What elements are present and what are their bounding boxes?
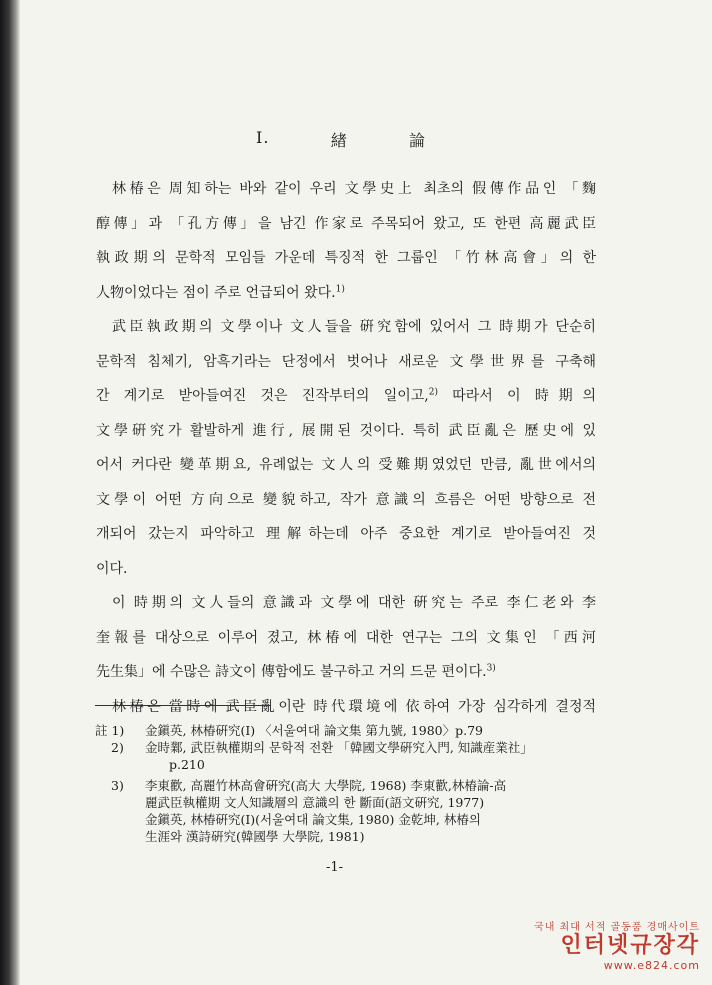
footnote-text: 金時鄴, 武臣執權期의 문학적 전환 「韓國文學硏究入門, 知識産業社」 <box>145 740 533 755</box>
body-line: 개되어 갔는지 파악하고 理解하는데 아주 중요한 계기로 받아들여진 것 <box>96 526 596 542</box>
section-title <box>256 128 426 151</box>
body-line: 林椿은 周知하는 바와 같이 우리 文學史上 최초의 假傳作品인 「麴 <box>112 181 596 197</box>
footnote-divider <box>95 705 270 706</box>
footnote-ref-1: 1) <box>335 283 345 294</box>
watermark-brand: 인터넷규장각 <box>560 933 700 958</box>
body-line: 문학적 침체기, 암흑기라는 단정에서 벗어나 새로운 文學世界를 구축해 <box>96 353 596 370</box>
footnote-text: 金鎭英, 林椿硏究(Ⅰ)(서울여대 論文集, 1980) 金乾坤, 林椿의 <box>145 812 481 827</box>
footnote-mark: 註 1) <box>95 723 125 738</box>
body-line: 執政期의 문학적 모임들 가운데 특징적 한 그룹인 「竹林高會」의 한 <box>96 250 596 266</box>
footnote-text: 生涯와 漢詩硏究(韓國學 大學院, 1981) <box>145 829 365 844</box>
body-line: 人物이었다는 점이 주로 언급되어 왔다.$^{1)}$ <box>96 283 345 301</box>
body-line: 간 계기로 받아들여진 것은 진작부터의 일이고,$^{2)}$ 따라서 이 時期의 <box>96 387 596 404</box>
body-line: 어서 커다란 變革期요, 유례없는 文人의 受難期였었던 만큼, 亂世에서의 <box>96 457 596 473</box>
section-title-char-1: 緖 <box>330 131 348 150</box>
body-line: 文學이 어떤 方向으로 變貌하고, 작가 意識의 흐름은 어떤 방향으로 전 <box>96 491 596 508</box>
site-watermark <box>534 918 700 972</box>
body-line: 武臣執政期의 文學이나 文人들을 硏究함에 있어서 그 時期가 단순히 <box>112 319 596 335</box>
footnote-mark: 2) <box>111 740 124 755</box>
footnote-mark: 3) <box>111 778 124 793</box>
body-line: 先生集」에 수많은 詩文이 傳함에도 불구하고 거의 드문 편이다.$^{3)}$ <box>96 663 496 680</box>
body-text <box>96 172 596 724</box>
section-title-char-2: 論 <box>408 131 426 150</box>
page-number: -1- <box>326 860 344 875</box>
body-line: 文學硏究가 활발하게 進行, 展開된 것이다. 특히 武臣亂은 歷史에 있 <box>96 422 596 439</box>
body-line: 이다. <box>96 560 128 577</box>
watermark-tagline: 국내 최대 서적 골동품 경매사이트 <box>534 922 700 933</box>
footnote-2 <box>95 739 615 773</box>
body-line: 醇傳」과 「孔方傳」을 남긴 作家로 주목되어 왔고, 또 한편 高麗武臣 <box>96 215 596 232</box>
book-binding-shadow <box>0 0 20 985</box>
footnote-1 <box>95 722 615 739</box>
footnote-text: 金鎭英, 林椿硏究(Ⅰ) 〈서울여대 論文集 第九號, 1980〉p.79 <box>145 723 483 738</box>
body-line: 이 時期의 文人들의 意識과 文學에 대한 硏究는 주로 李仁老와 李 <box>112 595 596 611</box>
footnote-text: p.210 <box>169 757 205 772</box>
footnote-text: 李東歡, 高麗竹林高會硏究(高大 大學院, 1968) 李東歡,林椿論-高 <box>145 778 507 793</box>
footnote-ref-3: 3) <box>486 663 496 674</box>
footnote-ref-2: 2) <box>428 387 438 398</box>
body-line: 奎報를 대상으로 이루어 졌고, 林椿에 대한 연구는 그의 文集인 「西河 <box>96 629 596 646</box>
watermark-url: www.e824.com <box>603 959 700 972</box>
footnote-text: 麗武臣執權期 文人知識層의 意識의 한 斷面(語文硏究, 1977) <box>145 795 485 810</box>
body-line: 林椿은 當時에 武臣亂이란 時代環境에 依하여 가장 심각하게 결정적 <box>112 698 596 715</box>
section-numeral: Ⅰ. <box>256 128 270 147</box>
footnotes <box>95 722 615 845</box>
footnote-3 <box>95 777 615 845</box>
